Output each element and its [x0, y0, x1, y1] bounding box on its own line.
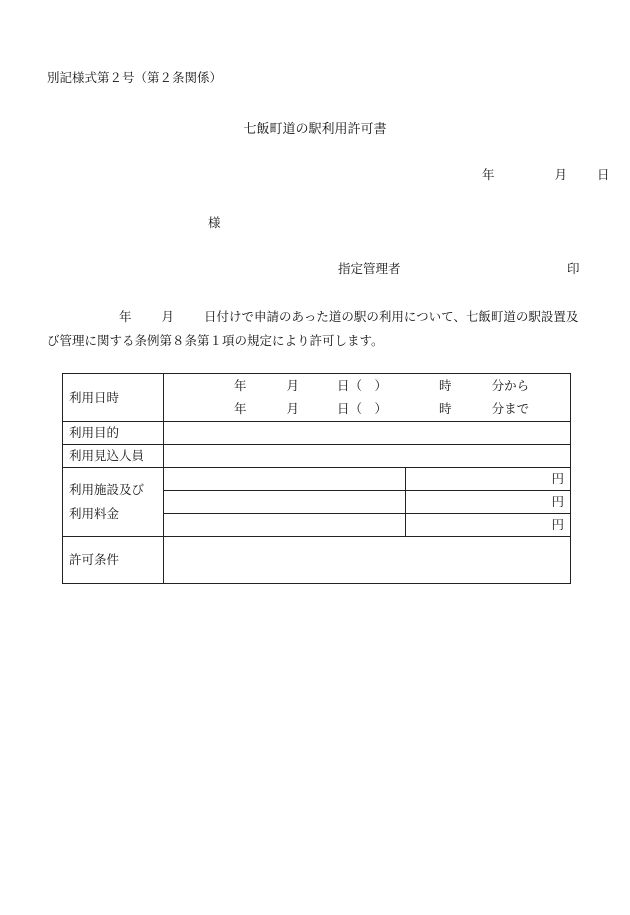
permit-details-table — [62, 373, 571, 584]
conditions-field[interactable] — [164, 537, 571, 584]
table-row-facility-1 — [63, 468, 571, 491]
conditions-label: 許可条件 — [63, 537, 164, 584]
date-month-label: 月 — [554, 167, 568, 182]
document-title: 七飯町道の駅利用許可書 — [243, 122, 387, 137]
fee-field-2[interactable]: 円 — [406, 491, 571, 514]
purpose-field[interactable] — [164, 422, 571, 445]
date-year-label: 年 — [482, 167, 495, 182]
seal-mark: 印 — [567, 261, 580, 276]
date-day-label: 日 — [597, 167, 610, 182]
facility-name-field-1[interactable] — [164, 468, 406, 491]
people-label: 利用見込人員 — [63, 445, 164, 468]
facility-name-field-2[interactable] — [164, 491, 406, 514]
table-row-conditions — [63, 537, 571, 584]
datetime-cell[interactable] — [164, 374, 571, 422]
form-identifier: 別記様式第２号（第２条関係） — [47, 70, 223, 85]
facility-name-field-3[interactable] — [164, 514, 406, 537]
addressee-honorific: 様 — [208, 215, 221, 230]
table-row-datetime — [63, 374, 571, 422]
datetime-to-line: 年 月 日（ ） 時 分まで — [234, 401, 530, 416]
body-year-label: 年 — [119, 309, 132, 324]
datetime-label: 利用日時 — [63, 374, 164, 422]
people-field[interactable] — [164, 445, 571, 468]
fee-field-1[interactable]: 円 — [406, 468, 571, 491]
issue-date-line — [482, 165, 610, 183]
permit-body-text — [47, 305, 587, 353]
purpose-label: 利用目的 — [63, 422, 164, 445]
facility-fee-label: 利用施設及び 利用料金 — [63, 468, 164, 537]
fee-field-3[interactable]: 円 — [406, 514, 571, 537]
body-month-label: 月 — [161, 309, 175, 324]
issuer-label: 指定管理者 — [338, 261, 401, 276]
table-row-purpose — [63, 422, 571, 445]
datetime-from-line: 年 月 日（ ） 時 分から — [234, 378, 530, 393]
body-sentence: 日付けで申請のあった道の駅の利用について、七飯町道の駅設置及び管理に関する条例第８条第１項の規定により許可します。 — [47, 309, 579, 348]
table-row-people — [63, 445, 571, 468]
